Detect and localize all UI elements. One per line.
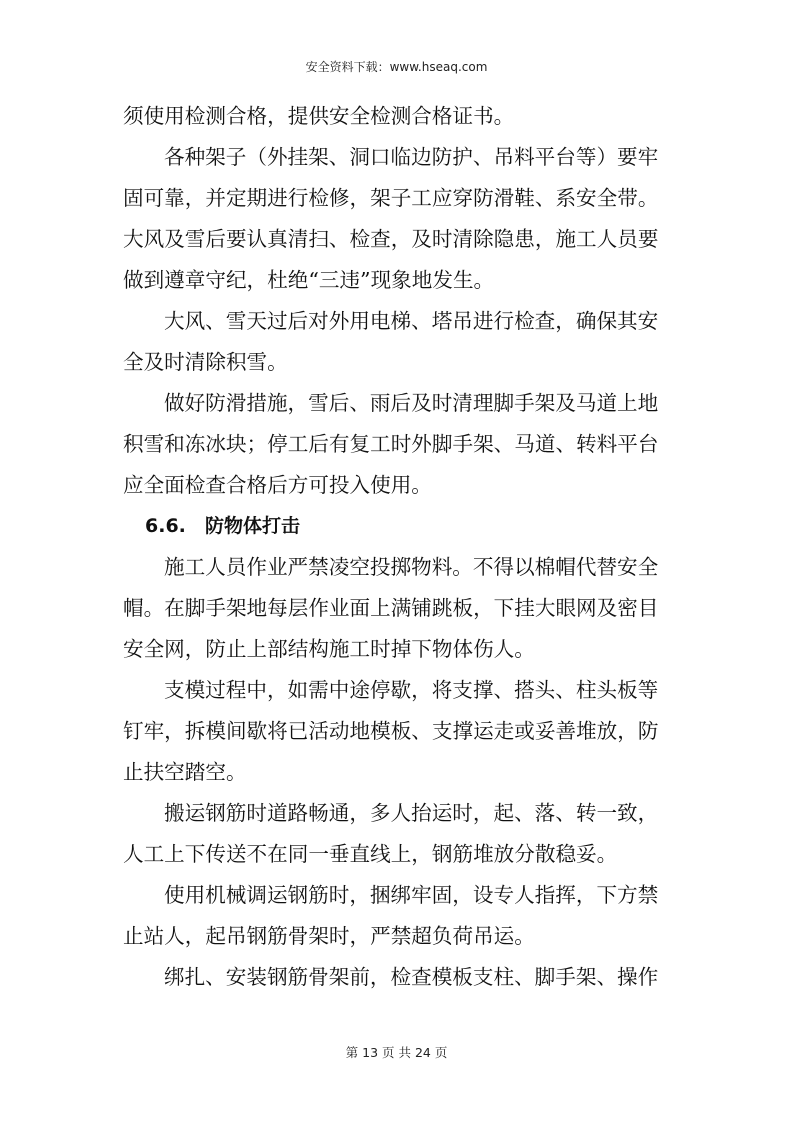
paragraph-line: 止站人，起吊钢筋骨架时，严禁超负荷吊运。 (123, 924, 535, 948)
paragraph-line: 全及时清除积雪。 (123, 350, 288, 374)
section-number: 6.6. (145, 515, 186, 537)
section-title: 防物体打击 (205, 515, 301, 537)
paragraph-line: 支模过程中，如需中途停歇，将支撑、搭头、柱头板等 (164, 678, 659, 702)
paragraph-line: 帽。在脚手架地每层作业面上满铺跳板，下挂大眼网及密目 (123, 596, 659, 620)
paragraph-line: 须使用检测合格，提供安全检测合格证书。 (123, 104, 515, 128)
paragraph-line: 止扶空踏空。 (123, 760, 247, 784)
section-heading (123, 506, 675, 547)
paragraph-line: 使用机械调运钢筋时，捆绑牢固，设专人指挥，下方禁 (164, 883, 659, 907)
page-footer: 第 13 页 共 24 页 (345, 1045, 448, 1060)
paragraph-line: 搬运钢筋时道路畅通，多人抬运时，起、落、转一致， (164, 801, 659, 825)
paragraph-line: 大风、雪天过后对外用电梯、塔吊进行检查，确保其安 (164, 309, 659, 333)
paragraph-line: 人工上下传送不在同一垂直线上，钢筋堆放分散稳妥。 (123, 842, 618, 866)
paragraph-line: 应全面检查合格后方可投入使用。 (123, 473, 432, 497)
paragraph-line: 做到遵章守纪，杜绝“三违”现象地发生。 (123, 268, 495, 292)
paragraph-line: 积雪和冻冰块；停工后有复工时外脚手架、马道、转料平台 (123, 432, 659, 456)
paragraph-line: 绑扎、安装钢筋骨架前，检查模板支柱、脚手架、操作 (164, 965, 659, 989)
paragraph-line: 大风及雪后要认真清扫、检查，及时清除隐患，施工人员要 (123, 227, 659, 251)
page-header: 安全资料下载：www.hseaq.com (305, 60, 488, 74)
paragraph-line: 安全网，防止上部结构施工时掉下物体伤人。 (123, 637, 535, 661)
paragraph-line: 做好防滑措施，雪后、雨后及时清理脚手架及马道上地 (164, 391, 659, 415)
paragraph-line: 钉牢，拆模间歇将已活动地模板、支撑运走或妥善堆放，防 (123, 719, 659, 743)
paragraph-line: 施工人员作业严禁凌空投掷物料。不得以棉帽代替安全 (164, 555, 659, 579)
document-body (123, 96, 675, 998)
paragraph-line: 固可靠，并定期进行检修，架子工应穿防滑鞋、系安全带。 (123, 186, 659, 210)
paragraph-line: 各种架子（外挂架、洞口临边防护、吊料平台等）要牢 (164, 145, 659, 169)
